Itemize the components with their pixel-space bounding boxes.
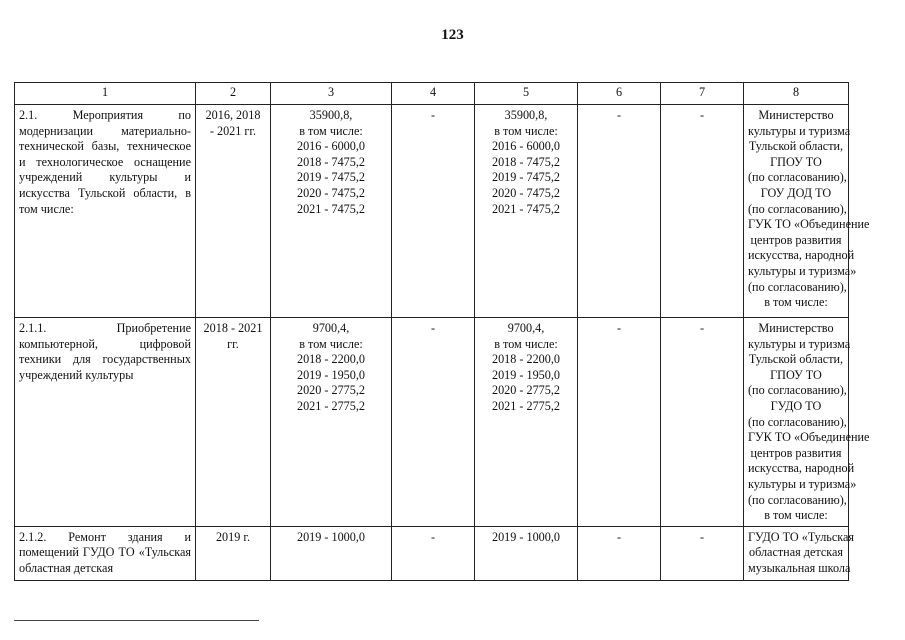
- column-header-4: 4: [392, 83, 475, 105]
- cell-text-line: Министерство: [758, 108, 834, 122]
- cell-text-line: 2019 - 1000,0: [491, 529, 561, 544]
- cell-text-line: в том числе:: [764, 295, 828, 310]
- table-row: [15, 105, 849, 318]
- cell-text-line: 2020 - 7475,2: [491, 185, 561, 200]
- cell-text-line: 2019 - 1000,0: [296, 529, 366, 544]
- table-cell-col1: [15, 105, 196, 318]
- cell-text-line: ГУК ТО «Объединение: [748, 217, 870, 232]
- cell-text-line: 2.1.2. Ремонт здания и помещений ГУДО ТО «Тульская областная детская: [19, 529, 191, 575]
- column-header-2: 2: [196, 83, 271, 105]
- cell-text-line: в том числе:: [299, 336, 363, 351]
- cell-text-line: культуры и туризма»: [748, 263, 857, 278]
- cell-text-line: -: [699, 108, 705, 122]
- page-number: 123: [441, 27, 464, 43]
- cell-text-line: 2019 г.: [215, 529, 251, 544]
- table-cell-col7: [661, 526, 744, 580]
- cell-text-line: 9700,4,: [312, 321, 350, 335]
- table-cell-col8: [744, 318, 870, 527]
- table-cell-col6: [578, 318, 661, 527]
- table-cell-col3: [271, 105, 392, 318]
- cell-text-line: 9700,4,: [507, 321, 545, 335]
- cell-text-line: музыкальная школа: [748, 560, 851, 575]
- footnote-divider: [14, 620, 259, 621]
- cell-text-line: (по согласованию),: [748, 170, 847, 185]
- cell-text-line: ГПОУ ТО: [770, 367, 822, 382]
- table-cell-col1: [15, 318, 196, 527]
- cell-text-line: 35900,8,: [504, 108, 548, 122]
- table-cell-col2: [196, 105, 271, 318]
- table-cell-col5: [475, 526, 578, 580]
- cell-text-line: 2016 - 6000,0: [491, 139, 561, 154]
- table-cell-col6: [578, 526, 661, 580]
- table-cell-col6: [578, 105, 661, 318]
- cell-text-line: центров развития: [750, 232, 842, 247]
- cell-text-line: ГОУ ДОД ТО: [760, 185, 832, 200]
- table-row: [15, 526, 849, 580]
- cell-text-line: культуры и туризма: [748, 336, 851, 351]
- table-cell-col1: [15, 526, 196, 580]
- cell-text-line: -: [430, 108, 436, 122]
- cell-text-line: 2018 - 2200,0: [491, 352, 561, 367]
- cell-text-line: 2019 - 7475,2: [296, 170, 366, 185]
- cell-text-line: (по согласованию),: [748, 492, 847, 507]
- cell-text-line: культуры и туризма»: [748, 476, 857, 491]
- cell-text-line: ГПОУ ТО: [770, 154, 822, 169]
- table-cell-col2: [196, 526, 271, 580]
- column-header-5: 5: [475, 83, 578, 105]
- cell-text-line: областная детская: [748, 545, 844, 560]
- table-cell-col4: [392, 318, 475, 527]
- table-cell-col4: [392, 526, 475, 580]
- header-row: [15, 83, 849, 105]
- cell-text-line: 2019 - 1950,0: [296, 367, 366, 382]
- table-cell-col8: [744, 105, 870, 318]
- table-cell-col7: [661, 318, 744, 527]
- cell-text-line: 2018 - 2021: [203, 321, 263, 335]
- cell-text-line: (по согласованию),: [748, 414, 847, 429]
- table-cell-col3: [271, 318, 392, 527]
- cell-text-line: в том числе:: [494, 336, 558, 351]
- table-row: [15, 318, 849, 527]
- cell-text-line: 2.1. Мероприятия по модернизации материально-технической базы, техническое и технологическое оснащение учреждений культуры и искусства Тульской области, в том числе:: [19, 108, 191, 216]
- column-header-6: 6: [578, 83, 661, 105]
- cell-text-line: ГУДО ТО «Тульская: [748, 529, 855, 544]
- cell-text-line: -: [699, 321, 705, 335]
- cell-text-line: 2018 - 7475,2: [491, 154, 561, 169]
- column-header-8: 8: [744, 83, 849, 105]
- cell-text-line: центров развития: [750, 445, 842, 460]
- table-body: [15, 105, 870, 581]
- table-cell-col3: [271, 526, 392, 580]
- table-cell-col4: [392, 105, 475, 318]
- cell-text-line: 2020 - 2775,2: [296, 383, 366, 398]
- cell-text-line: искусства, народной: [748, 248, 855, 263]
- cell-text-line: 2.1.1. Приобретение компьютерной, цифровой техники для государственных учреждений культуры: [19, 321, 191, 382]
- cell-text-line: в том числе:: [494, 123, 558, 138]
- cell-text-line: Тульской области,: [748, 352, 844, 367]
- cell-text-line: 2020 - 2775,2: [491, 383, 561, 398]
- table-cell-col5: [475, 318, 578, 527]
- cell-text-line: 2016, 2018: [205, 108, 261, 122]
- table-cell-col5: [475, 105, 578, 318]
- cell-text-line: Министерство: [758, 321, 834, 335]
- cell-text-line: -: [699, 529, 705, 544]
- cell-text-line: 2018 - 2200,0: [296, 352, 366, 367]
- program-table: [14, 82, 870, 581]
- cell-text-line: -: [430, 321, 436, 335]
- cell-text-line: -: [430, 529, 436, 544]
- table-cell-col7: [661, 105, 744, 318]
- cell-text-line: (по согласованию),: [748, 383, 847, 398]
- cell-text-line: в том числе:: [764, 508, 828, 523]
- cell-text-line: в том числе:: [299, 123, 363, 138]
- cell-text-line: -: [616, 529, 622, 544]
- cell-text-line: 2021 - 2775,2: [491, 398, 561, 413]
- cell-text-line: гг.: [227, 336, 239, 351]
- column-header-7: 7: [661, 83, 744, 105]
- cell-text-line: (по согласованию),: [748, 201, 847, 216]
- cell-text-line: 2021 - 2775,2: [296, 398, 366, 413]
- cell-text-line: 2020 - 7475,2: [296, 185, 366, 200]
- cell-text-line: Тульской области,: [748, 139, 844, 154]
- cell-text-line: культуры и туризма: [748, 123, 851, 138]
- cell-text-line: ГУК ТО «Объединение: [748, 430, 870, 445]
- cell-text-line: - 2021 гг.: [209, 123, 257, 138]
- table-cell-col2: [196, 318, 271, 527]
- cell-text-line: 2019 - 1950,0: [491, 367, 561, 382]
- cell-text-line: ГУДО ТО: [770, 398, 822, 413]
- cell-text-line: 2019 - 7475,2: [491, 170, 561, 185]
- column-header-1: 1: [15, 83, 196, 105]
- cell-text-line: 2016 - 6000,0: [296, 139, 366, 154]
- cell-text-line: 2021 - 7475,2: [491, 201, 561, 216]
- cell-text-line: -: [616, 321, 622, 335]
- table-cell-col8: [744, 526, 855, 580]
- cell-text-line: (по согласованию),: [748, 279, 847, 294]
- cell-text-line: 2021 - 7475,2: [296, 201, 366, 216]
- cell-text-line: искусства, народной: [748, 461, 855, 476]
- cell-text-line: 35900,8,: [309, 108, 353, 122]
- cell-text-line: -: [616, 108, 622, 122]
- column-header-3: 3: [271, 83, 392, 105]
- cell-text-line: 2018 - 7475,2: [296, 154, 366, 169]
